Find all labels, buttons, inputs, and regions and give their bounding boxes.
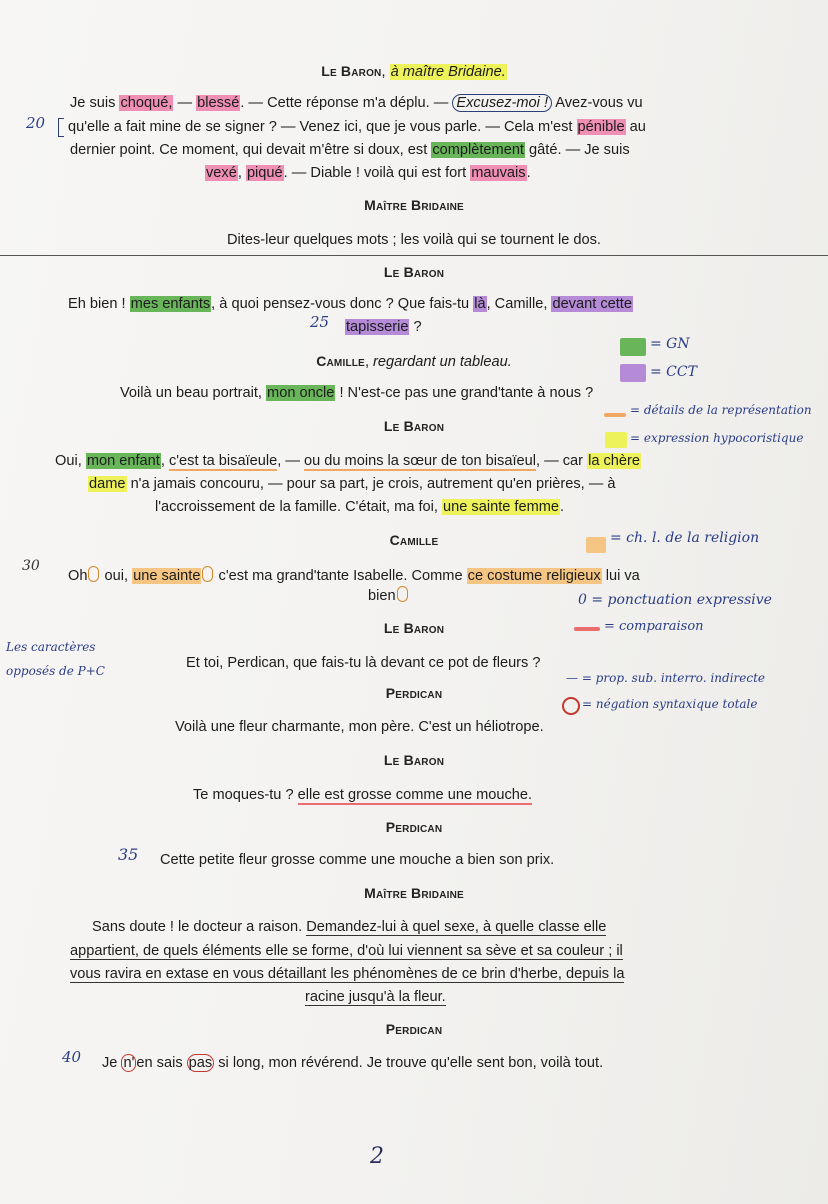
text-line: Te moques-tu ? elle est grosse comme une mouche. <box>193 787 533 803</box>
text-line: bien <box>368 586 409 605</box>
highlight-orange: ce costume religieux <box>467 568 601 584</box>
text-line: Oui, mon enfant, c'est ta bisaïeule, — ou du moins la sœur de ton bisaïeul, — car la chère <box>55 453 641 469</box>
underline-orange: ou du moins la sœur de ton bisaïeul <box>303 453 536 469</box>
text-line: Cette petite fleur grosse comme une mouche a bien son prix. <box>160 852 555 868</box>
underline-dark: appartient, de quels éléments elle se forme, d'où lui viennent sa sève et sa couleur ; il <box>70 943 623 959</box>
stage-direction: à maître Bridaine. <box>390 64 506 80</box>
speaker-baron: Le Baron <box>383 752 445 768</box>
speaker-camille: Camille, regardant un tableau. <box>316 353 512 370</box>
highlight-orange: une sainte <box>133 568 201 584</box>
speaker-bridaine: Maître Bridaine <box>364 197 464 213</box>
text-line: tapisserie ? <box>346 319 422 335</box>
line-number: 25 <box>310 313 330 331</box>
highlight-yellow: la chère <box>588 453 641 469</box>
legend-label: — = prop. sub. interro. indirecte <box>566 671 766 685</box>
highlight-yellow: une sainte femme <box>443 499 560 515</box>
underline-dark: racine jusqu'à la fleur. <box>305 989 446 1005</box>
legend-label: = GN <box>650 336 690 352</box>
text-line: dame n'a jamais concouru, — pour sa part, je crois, autrement qu'en prières, — à <box>89 476 616 492</box>
speaker-perdican: Perdican <box>385 819 443 835</box>
legend-swatch-purple <box>620 364 646 382</box>
line-number: 35 <box>118 845 139 864</box>
legend-label: = CCT <box>650 364 697 380</box>
underline-dark: Demandez-lui à quel sexe, à quelle classe elle <box>306 919 607 935</box>
highlight-purple: tapisserie <box>346 319 409 335</box>
page-number: 2 <box>370 1144 384 1169</box>
line-number: 30 <box>22 558 40 574</box>
circled-negation: pas <box>188 1055 213 1071</box>
legend-label: = détails de la représentation <box>630 403 812 417</box>
circled-punctuation <box>397 586 408 602</box>
speaker-bridaine: Maître Bridaine <box>364 885 464 901</box>
text-line <box>70 942 623 960</box>
circled-punctuation <box>88 566 99 582</box>
text-line: Je suis choqué, — blessé. — Cette réponse m'a déplu. — Excusez-moi ! Avez-vous vu <box>70 95 643 111</box>
speaker-perdican: Perdican <box>385 1021 443 1037</box>
legend-label: = négation syntaxique totale <box>582 697 758 711</box>
highlight-green: mon enfant <box>86 453 160 469</box>
margin-note: opposés de P+C <box>6 664 105 678</box>
speaker-name: Le Baron <box>321 63 382 79</box>
text-line: dernier point. Ce moment, qui devait m'être si doux, est complètement gâté. — Je suis <box>70 142 630 158</box>
highlight-yellow: dame <box>89 476 126 492</box>
text-line: Voilà un beau portrait, mon oncle ! N'est-ce pas une grand'tante à nous ? <box>120 385 594 401</box>
text-line: qu'elle a fait mine de se signer ? — Venez ici, que je vous parle. — Cela m'est pénible au <box>68 119 646 135</box>
legend-label: = expression hypocoristique <box>630 431 804 445</box>
underline-orange: c'est ta bisaïeule <box>168 453 278 469</box>
underline-dark: vous ravira en extase en vous détaillant les phénomènes de ce brin d'herbe, depuis la <box>70 966 625 982</box>
legend-label: 0 = ponctuation expressive <box>578 592 772 608</box>
speaker-baron: Le Baron, à maître Bridaine. <box>321 63 506 80</box>
line-number: 20 <box>26 114 46 132</box>
bracket-mark <box>58 118 64 137</box>
legend-swatch-red-line <box>574 627 600 631</box>
highlight-pink: blessé <box>197 95 240 111</box>
text-line: l'accroissement de la famille. C'était, ma foi, une sainte femme. <box>155 499 565 515</box>
highlight-purple: là <box>474 296 486 312</box>
margin-note: Les caractères <box>6 640 96 654</box>
highlight-pink: piqué <box>246 165 283 181</box>
circled-punctuation <box>202 566 213 582</box>
text-line: Dites-leur quelques mots ; les voilà qui se tournent le dos. <box>227 232 601 248</box>
highlight-purple: devant cette <box>552 296 632 312</box>
highlight-pink: pénible <box>577 119 625 135</box>
page-divider <box>0 255 828 256</box>
text-line: Sans doute ! le docteur a raison. Demandez-lui à quel sexe, à quelle classe elle <box>92 919 607 935</box>
text-line: vexé, piqué. — Diable ! voilà qui est fort mauvais. <box>206 165 531 181</box>
highlight-green: complètement <box>432 142 524 158</box>
highlight-pink: mauvais <box>471 165 526 181</box>
circled-negation: n' <box>123 1055 135 1071</box>
highlight-green: mes enfants <box>130 296 211 312</box>
legend-label: = comparaison <box>604 619 704 634</box>
underline-red: elle est grosse comme une mouche. <box>297 787 533 803</box>
highlight-pink: vexé <box>206 165 237 181</box>
text-line <box>70 965 624 983</box>
speaker-camille: Camille <box>389 532 439 548</box>
text-line: Voilà une fleur charmante, mon père. C'est un héliotrope. <box>175 719 544 735</box>
highlight-green: mon oncle <box>267 385 335 401</box>
text-line: Oh oui, une sainte c'est ma grand'tante Isabelle. Comme ce costume religieux lui va <box>68 568 640 584</box>
legend-swatch-orange <box>586 537 606 553</box>
text-line: Et toi, Perdican, que fais-tu là devant ce pot de fleurs ? <box>186 655 541 671</box>
legend-swatch-yellow <box>605 432 627 448</box>
legend-swatch-orange-line <box>604 413 626 417</box>
speaker-perdican: Perdican <box>385 685 443 701</box>
text-line: Je n' en sais pas si long, mon révérend. Je trouve qu'elle sent bon, voilà tout. <box>102 1055 604 1071</box>
legend-circle-red <box>562 697 580 715</box>
speaker-baron: Le Baron <box>383 264 445 280</box>
text-line <box>305 988 446 1006</box>
highlight-pink: choqué, <box>120 95 173 111</box>
line-number: 40 <box>62 1048 82 1066</box>
speaker-baron: Le Baron <box>383 418 445 434</box>
circled-exclamation: Excusez-moi ! <box>452 94 552 112</box>
legend-label: = ch. l. de la religion <box>610 530 760 546</box>
legend-swatch-green <box>620 338 646 356</box>
speaker-baron: Le Baron <box>383 620 445 636</box>
text-line: Eh bien ! mes enfants, à quoi pensez-vous donc ? Que fais-tu là, Camille, devant cette <box>68 296 632 312</box>
